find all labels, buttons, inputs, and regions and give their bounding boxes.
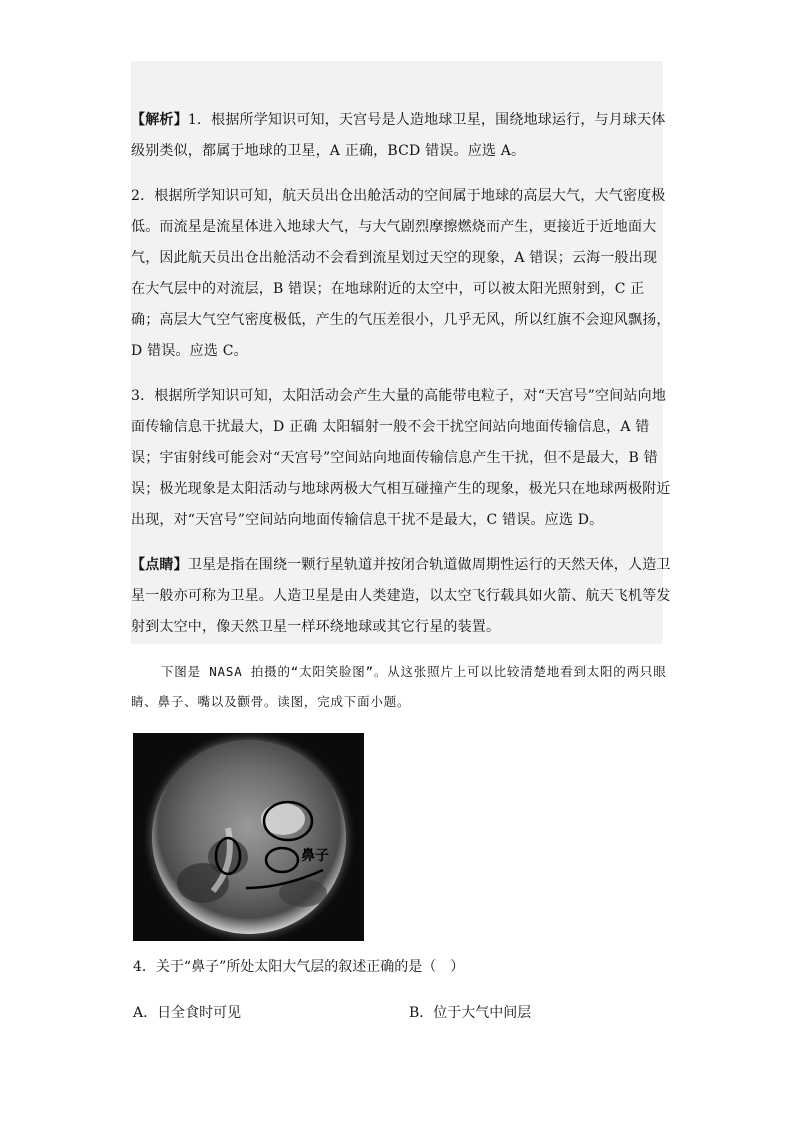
question-stem: 4．关于“鼻子”所处太阳大气层的叙述正确的是（ ） [133,959,465,975]
figure-intro: 下图是 NASA 拍摄的“太阳笑脸图”。从这张照片上可以比较清楚地看到太阳的两只眼睛、鼻子、嘴以及颧骨。读图，完成下面小题。 [131,664,667,709]
sun-disk [152,740,346,934]
sun-smiley-image [133,733,364,941]
analysis-paragraph-2: 2．根据所学知识可知，航天员出仓出舱活动的空间属于地球的高层大气，大气密度极低。而流星是流星体进入地球大气，与大气剧烈摩擦燃烧而产生，更接近于近地面大气，因此航天员出仓出舱活动不会看到流星划过天空的现象，A 错误；云海一般出现在大气层中的对流层，B 错误；在地球附近的太空中，可以被太阳光照射到，C 正确；高层大气空气密度极低，产生的气压差很小，几乎无风，所以红旗不会迎风飘扬，D 错误。应选 C。 [131,188,671,359]
analysis-paragraph-1 [131,105,671,167]
analysis-tag: 【解析】 [131,112,188,128]
analysis-text-1: 1．根据所学知识可知，天宫号是人造地球卫星，围绕地球运行，与月球天体级别类似，都属于地球的卫星，A 正确，BCD 错误。应选 A。 [131,112,666,159]
analysis-paragraph-3: 3．根据所学知识可知，太阳活动会产生大量的高能带电粒子，对“天宫号”空间站向地面传输信息干扰最大，D 正确 太阳辐射一般不会干扰空间站向地面传输信息，A 错误；宇宙射线可能会对“天宫号”空间站向地面传输信息产生干扰，但不是最大，B 错误；极光现象是太阳活动与地球两极大气相互碰撞产生的现象，极光只在地球两极附近出现，对“天宫号”空间站向地面传输信息干扰不是最大，C 错误。应选 D。 [131,388,671,528]
tip-paragraph [131,550,671,643]
tip-text: 卫星是指在围绕一颗行星轨道并按闭合轨道做周期性运行的天然天体，人造卫星一般亦可称为卫星。人造卫星是由人类建造，以太空飞行载具如火箭、航天飞机等发射到太空中，像天然卫星一样环绕地球或其它行星的装置。 [131,557,671,635]
nose-label: 鼻子 [301,848,329,864]
option-a[interactable]: A．日全食时可见 [133,1005,242,1021]
sun-image-svg [133,733,364,941]
tip-tag: 【点睛】 [131,557,188,573]
option-b[interactable]: B．位于大气中间层 [409,1005,532,1021]
